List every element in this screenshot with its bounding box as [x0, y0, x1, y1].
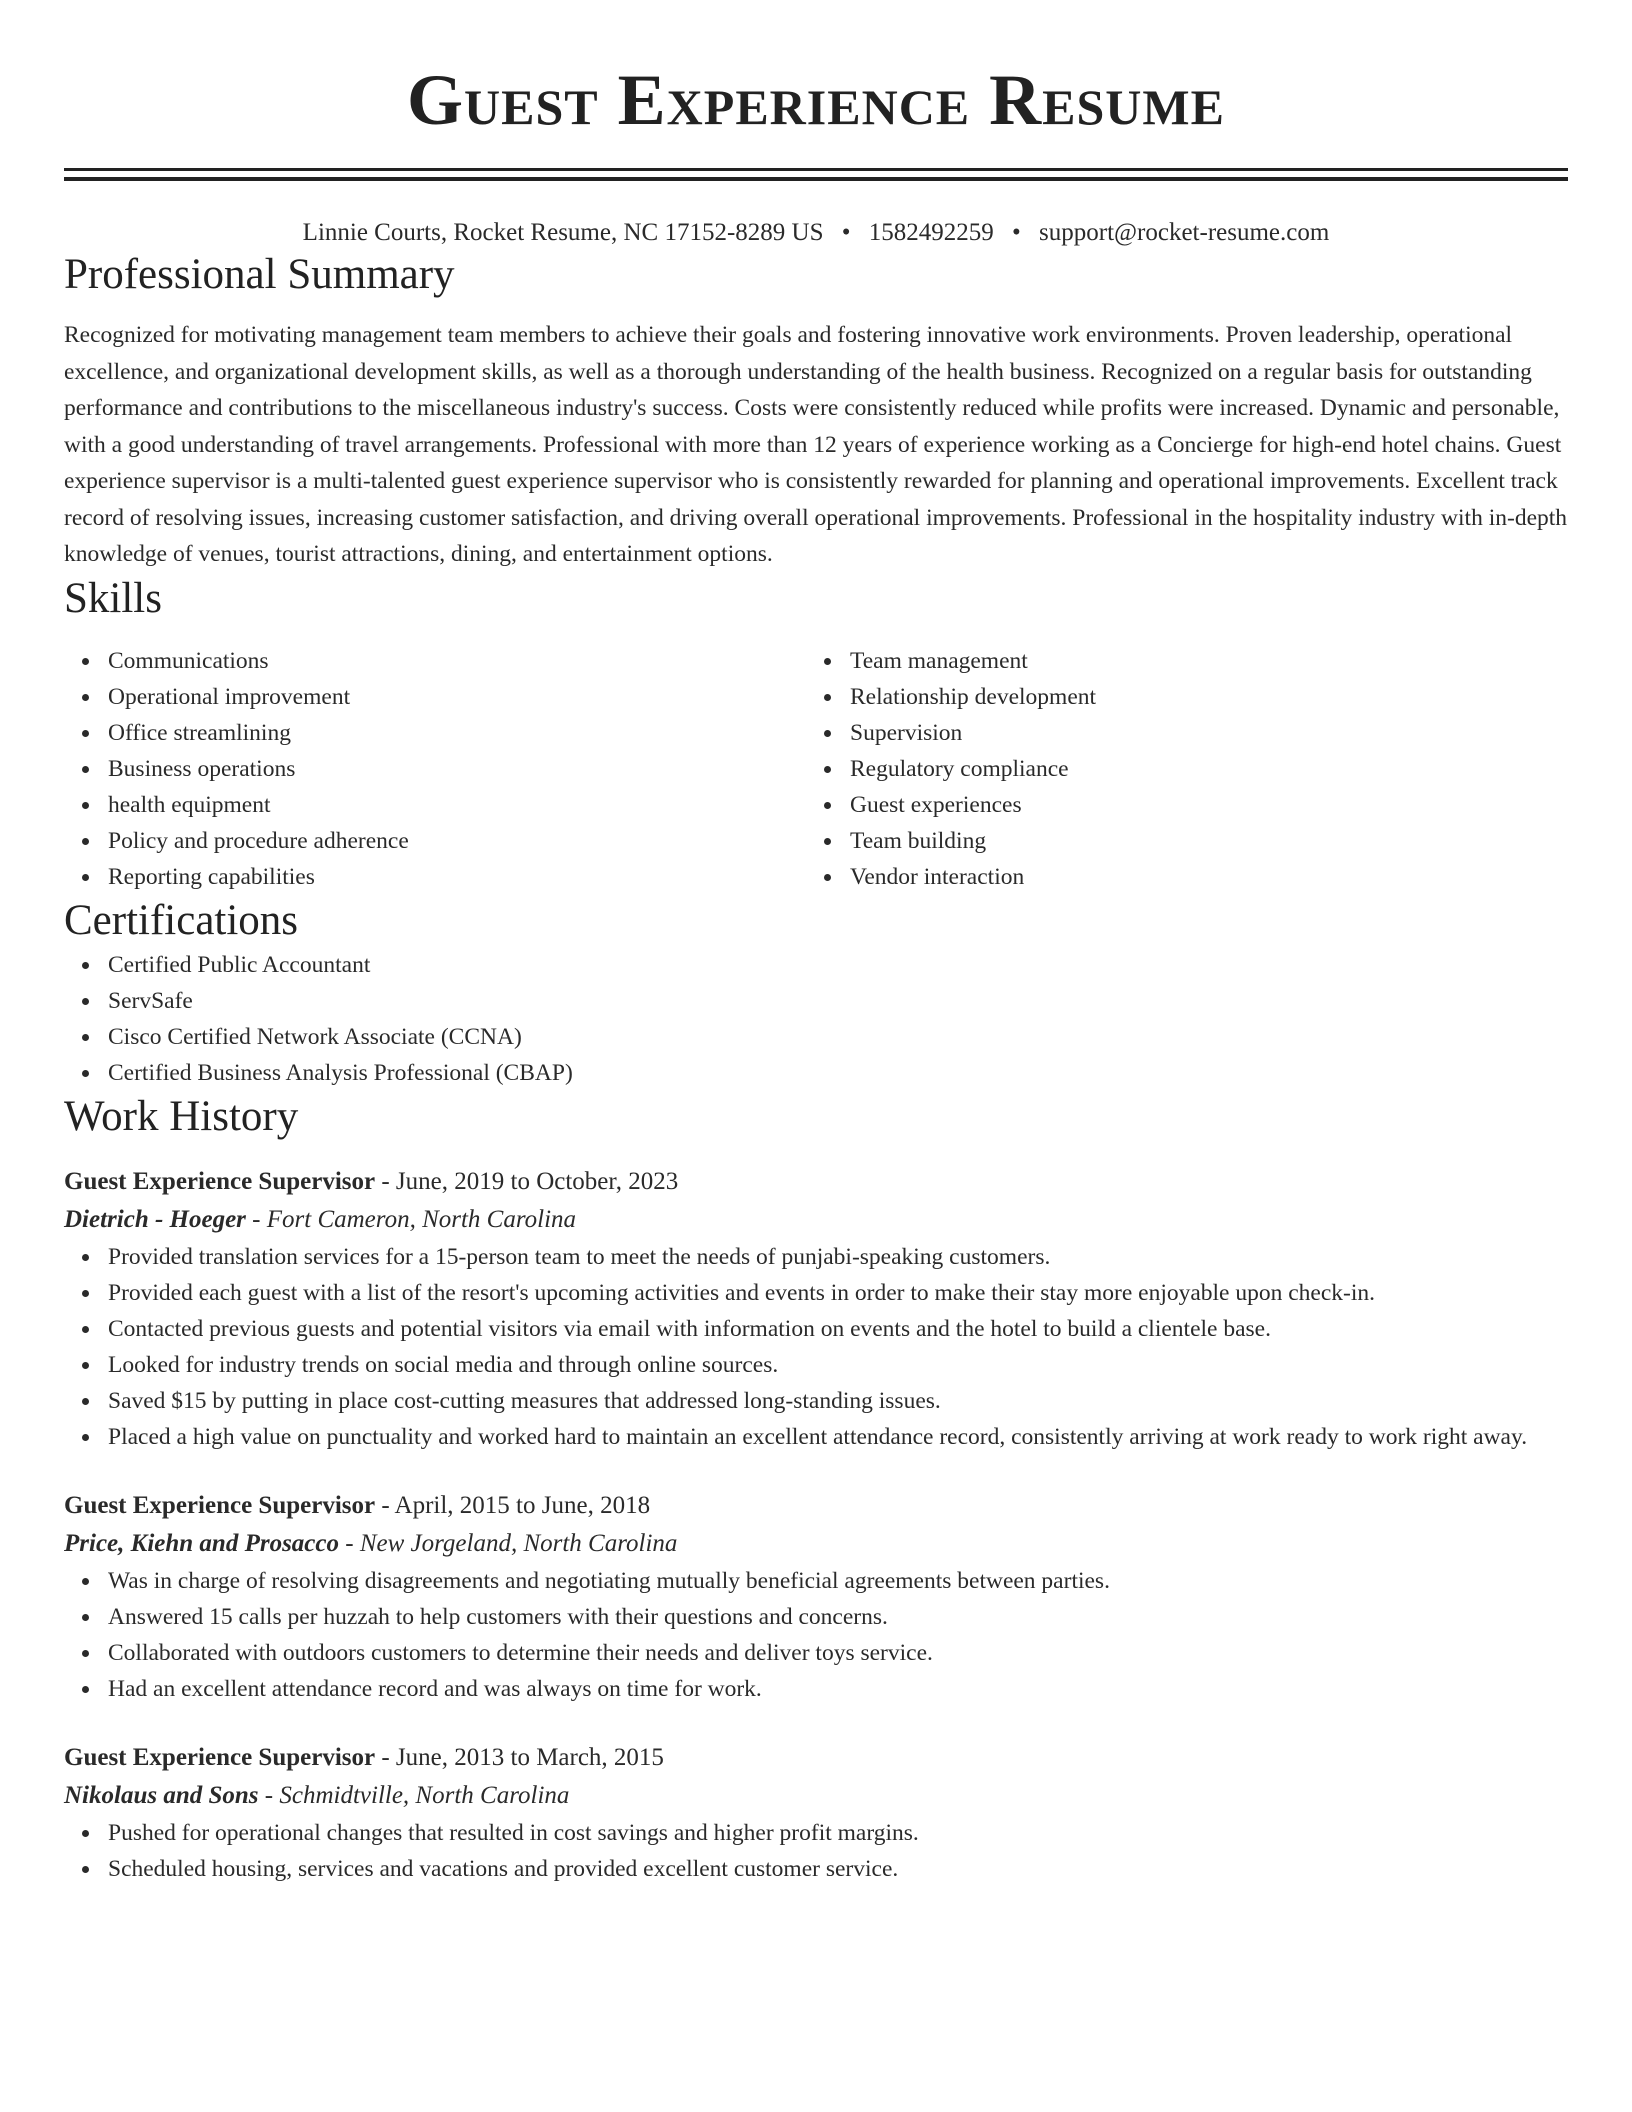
skills-column-left [64, 643, 806, 895]
job-location: - Schmidtville, North Carolina [258, 1781, 570, 1809]
certification-item: Certified Public Accountant [64, 947, 1568, 983]
contact-phone: 1582492259 [868, 219, 994, 246]
job-bullet: Provided each guest with a list of the resort's upcoming activities and events in order to make their stay more enjoyable upon check-in. [64, 1275, 1568, 1311]
skill-item: Regulatory compliance [806, 751, 1548, 787]
skills-right-list [806, 643, 1548, 895]
skill-item: Team management [806, 643, 1548, 679]
skill-item: Vendor interaction [806, 859, 1548, 895]
job-bullet: Had an excellent attendance record and was always on time for work. [64, 1671, 1568, 1707]
job-bullet: Pushed for operational changes that resulted in cost savings and higher profit margins. [64, 1815, 1568, 1851]
skill-item: Guest experiences [806, 787, 1548, 823]
job-bullet: Placed a high value on punctuality and worked hard to maintain an excellent attendance record, consistently arriving at work ready to work right away. [64, 1419, 1568, 1455]
job-bullet: Collaborated with outdoors customers to determine their needs and deliver toys service. [64, 1635, 1568, 1671]
job-bullet: Answered 15 calls per huzzah to help customers with their questions and concerns. [64, 1599, 1568, 1635]
job-title-line [64, 1739, 1568, 1777]
certification-item: ServSafe [64, 983, 1568, 1019]
job-responsibilities [64, 1563, 1568, 1707]
job-title-line [64, 1163, 1568, 1201]
skills-column-right [806, 643, 1548, 895]
contact-separator: • [841, 219, 851, 246]
job-entry [64, 1739, 1568, 1887]
job-bullet: Scheduled housing, services and vacations and provided excellent customer service. [64, 1851, 1568, 1887]
job-bullet: Saved $15 by putting in place cost-cutting measures that addressed long-standing issues. [64, 1383, 1568, 1419]
contact-line [64, 217, 1568, 249]
job-bullet: Contacted previous guests and potential visitors via email with information on events and the hotel to build a clientele base. [64, 1311, 1568, 1347]
job-location: - New Jorgeland, North Carolina [339, 1529, 678, 1557]
skill-item: Communications [64, 643, 806, 679]
skill-item: Policy and procedure adherence [64, 823, 806, 859]
job-responsibilities [64, 1815, 1568, 1887]
contact-email: support@rocket-resume.com [1039, 219, 1330, 246]
skills-heading: Skills [64, 574, 162, 622]
job-company-line [64, 1777, 1568, 1815]
job-dates: - June, 2019 to October, 2023 [375, 1167, 679, 1195]
job-role: Guest Experience Supervisor [64, 1491, 376, 1519]
skill-item: health equipment [64, 787, 806, 823]
skill-item: Business operations [64, 751, 806, 787]
job-title-line [64, 1487, 1568, 1525]
job-bullet: Looked for industry trends on social media and through online sources. [64, 1347, 1568, 1383]
skill-item: Operational improvement [64, 679, 806, 715]
job-company: Price, Kiehn and Prosacco [64, 1529, 339, 1557]
job-company-line [64, 1525, 1568, 1563]
work-history-list [64, 1163, 1568, 1887]
job-dates: - June, 2013 to March, 2015 [375, 1743, 664, 1771]
job-company: Dietrich - Hoeger [64, 1205, 246, 1233]
contact-address: Linnie Courts, Rocket Resume, NC 17152-8289 US [302, 219, 824, 246]
job-company-line [64, 1201, 1568, 1239]
skill-item: Relationship development [806, 679, 1548, 715]
skill-item: Reporting capabilities [64, 859, 806, 895]
job-company: Nikolaus and Sons [64, 1781, 259, 1809]
skill-item: Supervision [806, 715, 1548, 751]
job-dates: - April, 2015 to June, 2018 [375, 1491, 651, 1519]
job-responsibilities [64, 1239, 1568, 1455]
summary-heading: Professional Summary [64, 251, 455, 298]
certifications-heading: Certifications [64, 896, 299, 944]
work-history-heading: Work History [64, 1092, 299, 1140]
job-entry [64, 1163, 1568, 1455]
certification-item: Cisco Certified Network Associate (CCNA) [64, 1019, 1568, 1055]
job-role: Guest Experience Supervisor [64, 1743, 376, 1771]
skill-item: Office streamlining [64, 715, 806, 751]
job-location: - Fort Cameron, North Carolina [245, 1205, 577, 1233]
skill-item: Team building [806, 823, 1548, 859]
contact-separator: • [1012, 219, 1021, 246]
resume-title: Guest Experience Resume [407, 60, 1225, 140]
job-bullet: Provided translation services for a 15-person team to meet the needs of punjabi-speaking customers. [64, 1239, 1568, 1275]
certifications-list [64, 947, 1568, 1091]
job-bullet: Was in charge of resolving disagreements and negotiating mutually beneficial agreements between parties. [64, 1563, 1568, 1599]
job-entry [64, 1487, 1568, 1707]
job-role: Guest Experience Supervisor [64, 1167, 376, 1195]
title-divider [64, 168, 1568, 181]
summary-text: Recognized for motivating management team members to achieve their goals and fostering innovative work environments. Proven leadership, operational excellence, and organizational development skills, as well as a thorough understanding of the health business. Recognized on a regular basis for outstanding performance and contributions to the miscellaneous industry's success. Costs were consistently reduced while profits were increased. Dynamic and personable, with a good understanding of travel arrangements. Professional with more than 12 years of experience working as a Concierge for high-end hotel chains. Guest experience supervisor is a multi-talented guest experience supervisor who is consistently rewarded for planning and operational improvements. Excellent track record of resolving issues, increasing customer satisfaction, and driving overall operational improvements. Professional in the hospitality industry with in-depth knowledge of venues, tourist attractions, dining, and entertainment options. [64, 322, 1568, 567]
certification-item: Certified Business Analysis Professional (CBAP) [64, 1055, 1568, 1091]
skills-left-list [64, 643, 806, 895]
skills-list [64, 643, 1568, 895]
